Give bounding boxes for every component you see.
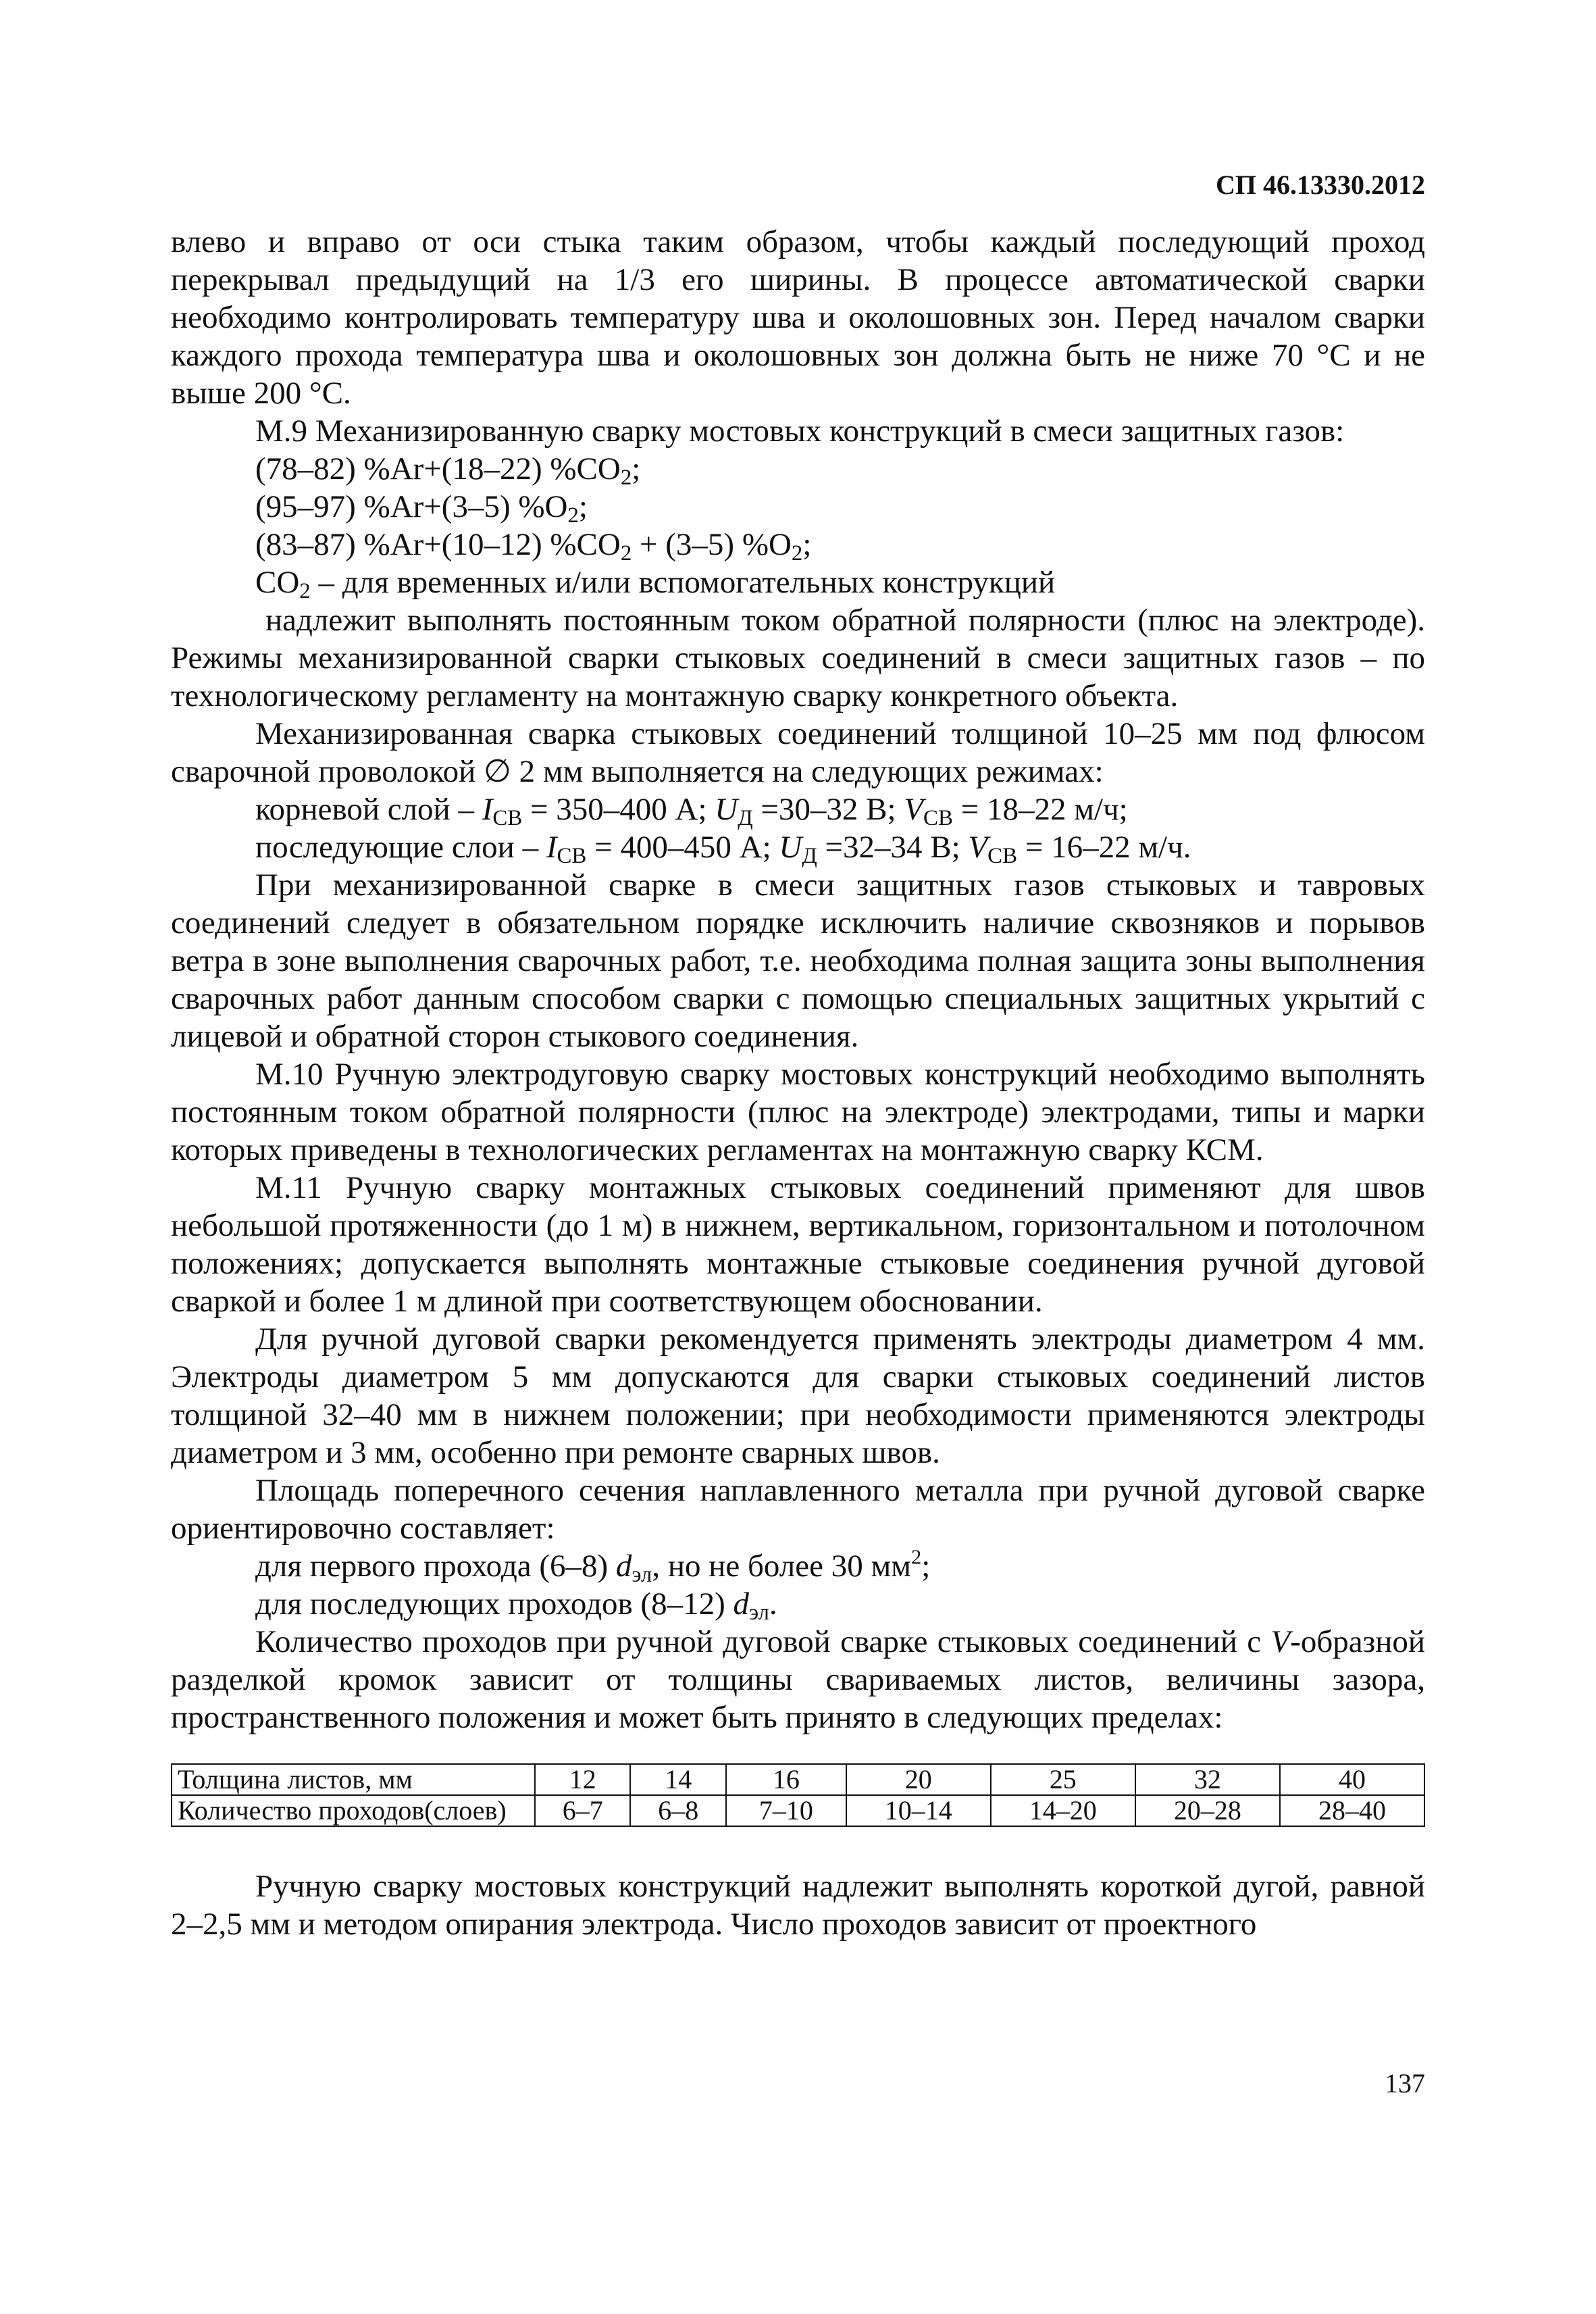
- page-number: 137: [1385, 2068, 1425, 2098]
- gas-mix-3: (83–87) %Ar+(10–12) $\%CO_2 + (3-5)$ $\%O_2$;: [255, 527, 812, 566]
- paragraph-short-arc: Ручную сварку мостовых конструкций надлежит выполнять короткой дугой, равной 2–2,5 мм и методом опирания электрода. Число проходов зависит от проектного: [171, 1869, 1425, 1942]
- mode-root-layer: корневой слой – $I_{СВ} = 350-400$ А; $U_Д =30-32$ В; $V_{СВ} = 18-22$ м/ч;: [255, 792, 1128, 831]
- paragraph-area: Площадь поперечного сечения наплавленного металла при ручной дуговой сварке ориентировочно составляет:: [171, 1473, 1425, 1546]
- clause-m10: М.10 Ручную электродуговую сварку мостовых конструкций необходимо выполнять постоянным током обратной полярности (плюс на электроде) электродами, типы и марки которых приведены в технологических регламентах на монтажную сварку КСМ.: [171, 1057, 1425, 1167]
- gas-mix-4: $CO_2$ – для временных и/или вспомогательных конструкций: [255, 565, 1056, 604]
- table-cell: 25: [991, 1764, 1135, 1795]
- paragraph-continuation: влево и вправо от оси стыка таким образом, чтобы каждый последующий проход перекрывал предыдущий на 1/3 его ширины. В процессе автоматической сварки необходимо контролировать температуру шва и околошовных зон. Перед началом сварки каждого прохода температура шва и околошовных зон должна быть не ниже 70 °С и не выше 200 °С.: [171, 224, 1425, 411]
- area-next-passes: для последующих проходов (8–12) $d_{эл}$.: [255, 1586, 777, 1626]
- table-cell: 7–10: [726, 1795, 846, 1826]
- clause-m11: М.11 Ручную сварку монтажных стыковых соединений применяют для швов небольшой протяженности (до 1 м) в нижнем, вертикальном, горизонтальном и потолочном положениях; допускается выполнять монтажные стыковые соединения ручной дуговой сваркой и более 1 м длиной при соответствующем обосновании.: [171, 1170, 1425, 1319]
- table-cell: 12: [535, 1764, 630, 1795]
- table-cell: 10–14: [846, 1795, 991, 1826]
- paragraph-mechanized: Механизированная сварка стыковых соединений толщиной 10–25 мм под флюсом сварочной проволокой ∅ 2 мм выполняется на следующих режимах:: [171, 716, 1425, 789]
- clause-m9-intro: М.9 Механизированную сварку мостовых конструкций в смеси защитных газов:: [255, 413, 1345, 449]
- table-cell: 6–7: [535, 1795, 630, 1826]
- table-row: [172, 1764, 1424, 1795]
- table-cell: 14–20: [991, 1795, 1135, 1826]
- paragraph-wind-protection: При механизированной сварке в смеси защитных газов стыковых и тавровых соединений следует в обязательном порядке исключить наличие сквозняков и порывов ветра в зоне выполнения сварочных работ, т.е. необходима полная защита зоны выполнения сварочных работ данным способом сварки с помощью специальных защитных укрытий с лицевой и обратной сторон стыкового соединения.: [171, 867, 1425, 1054]
- table-header-cell: Толщина листов, мм: [172, 1764, 535, 1795]
- page-body: [171, 223, 1425, 1943]
- table-row: [172, 1795, 1424, 1826]
- paragraph-passes: Количество проходов при ручной дуговой сварке стыковых соединений с V-образной разделкой кромок зависит от толщины свариваемых листов, величины зазора, пространственного положения и может быть принято в следующих пределах:: [171, 1624, 1425, 1735]
- clause-m9-continuation: надлежит выполнять постоянным током обратной полярности (плюс на электроде). Режимы механизированной сварки стыковых соединений в смеси защитных газов – по технологическому регламенту на монтажную сварку конкретного объекта.: [171, 603, 1425, 713]
- table-header-cell: Количество проходов(слоев): [172, 1795, 535, 1826]
- table-cell: 6–8: [630, 1795, 725, 1826]
- area-first-pass: для первого прохода (6–8) $d_{эл}$, но не более 30 $мм^2$;: [255, 1545, 931, 1588]
- paragraph-electrodes: Для ручной дуговой сварки рекомендуется применять электроды диаметром 4 мм. Электроды диаметром 5 мм допускаются для сварки стыковых соединений листов толщиной 32–40 мм в нижнем положении; при необходимости применяются электроды диаметром и 3 мм, особенно при ремонте сварных швов.: [171, 1322, 1425, 1470]
- spacer: [171, 1827, 1425, 1867]
- table-cell: 28–40: [1280, 1795, 1424, 1826]
- mode-next-layers: последующие слои – $I_{СВ} = 400-450$ А; $U_Д =32-34$ В; $V_{СВ} = 16-22$ м/ч.: [255, 830, 1191, 869]
- table-cell: 20–28: [1135, 1795, 1280, 1826]
- gas-mix-1: (78–82) %Ar+(18–22) $\%CO_2$;: [255, 451, 641, 491]
- table-cell: 32: [1135, 1764, 1280, 1795]
- gas-mix-2: (95–97) %Ar+(3–5) $\%O_2$;: [255, 489, 588, 528]
- table-cell: 14: [630, 1764, 725, 1795]
- document-code: СП 46.13330.2012: [1216, 170, 1425, 200]
- table-cell: 40: [1280, 1764, 1424, 1795]
- table-cell: 20: [846, 1764, 991, 1795]
- passes-table: [171, 1763, 1425, 1827]
- table-cell: 16: [726, 1764, 846, 1795]
